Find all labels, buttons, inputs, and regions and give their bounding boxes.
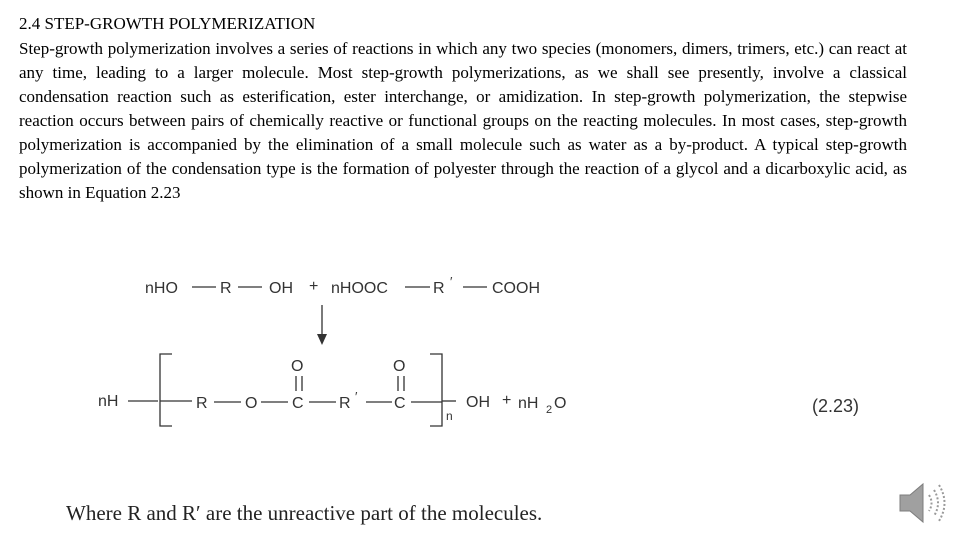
reactant-plus: +	[309, 278, 319, 295]
right-bracket	[430, 354, 442, 426]
reactant-nho: nHO	[145, 280, 178, 297]
caption: Where R and R′ are the unreactive part of the molecules.	[66, 501, 543, 525]
product-r: R	[196, 395, 208, 412]
product-nh: nH	[98, 393, 119, 410]
reactant-oh: OH	[269, 280, 293, 297]
reactant-r-prime: R	[433, 280, 445, 297]
carbonyl-o-1: O	[291, 358, 304, 375]
prime-mark: ′	[450, 274, 453, 289]
carbonyl-o-2: O	[393, 358, 406, 375]
water-subscript: 2	[546, 404, 553, 416]
reaction-arrow	[317, 305, 327, 345]
left-bracket	[160, 354, 172, 426]
body-paragraph: Step-growth polymerization involves a series of reactions in which any two species (monomers, dimers, trimers, etc.) can react at any time, leading to a larger molecule. Most step-growth polymerizations, as we shall see presently, involve a classical condensation reaction such as esterification, ester interchange, or amidization. In step-growth polymerization, the stepwise reaction occurs between pairs of chemically reactive or functional groups on the reacting molecules. In most cases, step-growth polymerization is accompanied by the elimination of a small molecule such as water as a by-product. A typical step-growth polymerization of the condensation type is the formation of polyester through the reaction of a glycol and a dicarboxylic acid, as shown in Equation 2.23	[19, 39, 907, 202]
prime-mark: ′	[355, 389, 358, 404]
repeat-subscript-n: n	[446, 409, 453, 423]
product-c-2: C	[394, 395, 406, 412]
section-heading: 2.4 STEP-GROWTH POLYMERIZATION	[19, 14, 316, 33]
chemical-equation	[0, 260, 960, 460]
reactant-cooh: COOH	[492, 280, 540, 297]
water-nh: nH	[518, 395, 539, 412]
product-o: O	[245, 395, 258, 412]
reactant-r: R	[220, 280, 232, 297]
reactant-nhooc: nHOOC	[331, 280, 388, 297]
equation-diagram	[0, 260, 960, 460]
water-o: O	[554, 395, 567, 412]
product-r-prime: R	[339, 395, 351, 412]
product-plus: +	[502, 392, 512, 409]
equation-number: (2.23)	[812, 396, 860, 416]
product-oh: OH	[466, 394, 490, 411]
speaker-icon[interactable]	[896, 479, 952, 527]
product-c-1: C	[292, 395, 304, 412]
